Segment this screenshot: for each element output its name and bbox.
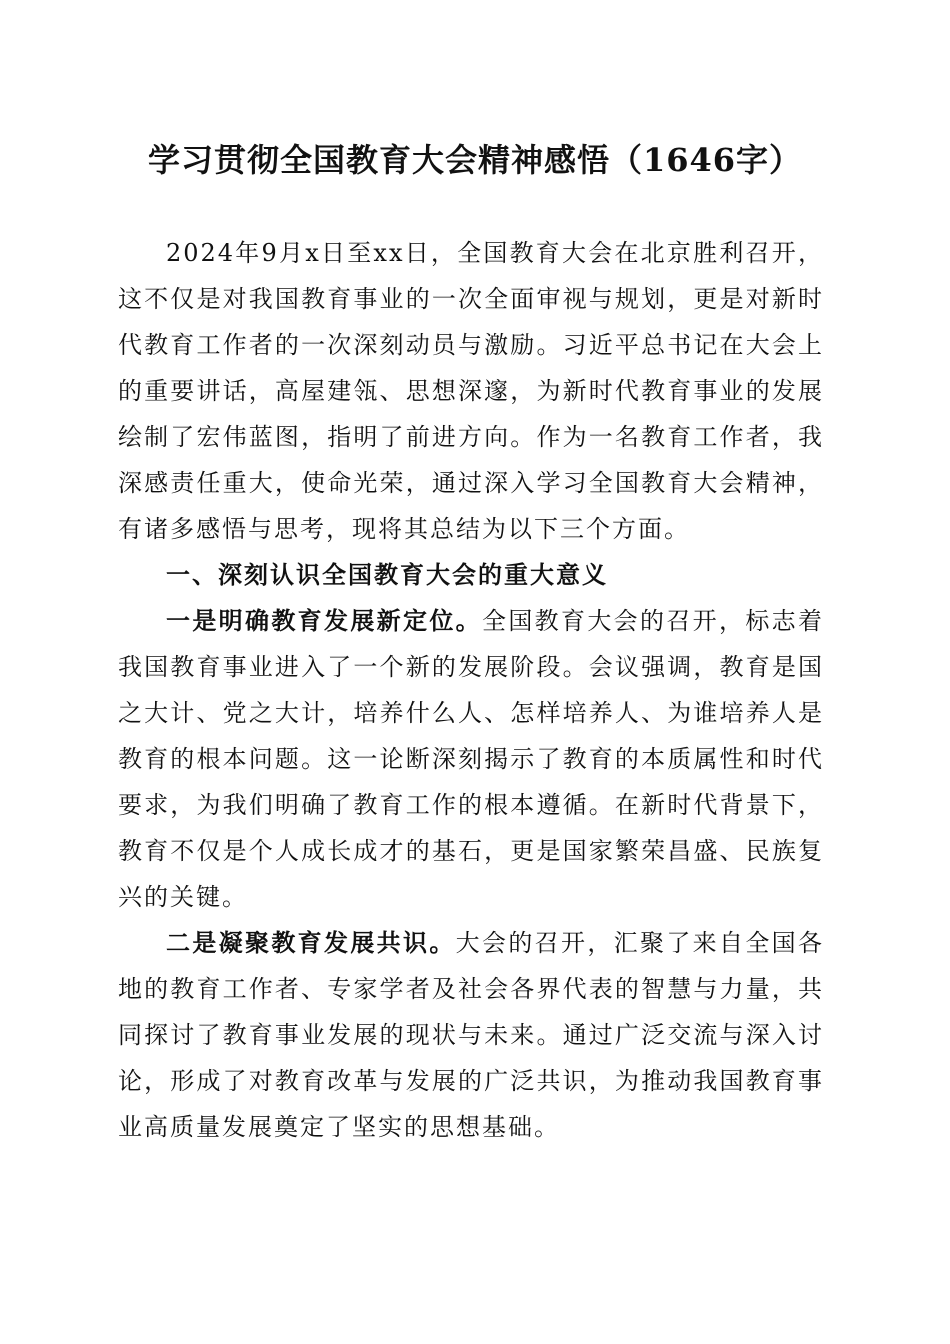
document-title: 学习贯彻全国教育大会精神感悟（1646字） xyxy=(147,141,803,179)
point-lead-1: 一是明确教育发展新定位。 xyxy=(166,606,482,635)
point-lead-2: 二是凝聚教育发展共识。 xyxy=(166,928,456,957)
point-paragraph-1 xyxy=(118,598,824,920)
intro-paragraph: 2024年9月x日至xx日，全国教育大会在北京胜利召开，这不仅是对我国教育事业的一次全面审视与规划，更是对新时代教育工作者的一次深刻动员与激励。习近平总书记在大会上的重要讲话，高屋建瓴、思想深邃，为新时代教育事业的发展绘制了宏伟蓝图，指明了前进方向。作为一名教育工作者，我深感责任重大，使命光荣，通过深入学习全国教育大会精神，有诸多感悟与思考，现将其总结为以下三个方面。 xyxy=(118,239,824,543)
point-text-2: 大会的召开，汇聚了来自全国各地的教育工作者、专家学者及社会各界代表的智慧与力量，共同探讨了教育事业发展的现状与未来。通过广泛交流与深入讨论，形成了对教育改革与发展的广泛共识，为推动我国教育事业高质量发展奠定了坚实的思想基础。 xyxy=(118,929,825,1141)
section-heading-1: 一、深刻认识全国教育大会的重大意义 xyxy=(166,561,608,589)
document-body xyxy=(118,230,824,1150)
point-paragraph-2 xyxy=(118,920,824,1150)
point-text-1: 全国教育大会的召开，标志着我国教育事业进入了一个新的发展阶段。会议强调，教育是国之大计、党之大计，培养什么人、怎样培养人、为谁培养人是教育的根本问题。这一论断深刻揭示了教育的本质属性和时代要求，为我们明确了教育工作的根本遵循。在新时代背景下，教育不仅是个人成长成才的基石，更是国家繁荣昌盛、民族复兴的关键。 xyxy=(118,607,824,911)
